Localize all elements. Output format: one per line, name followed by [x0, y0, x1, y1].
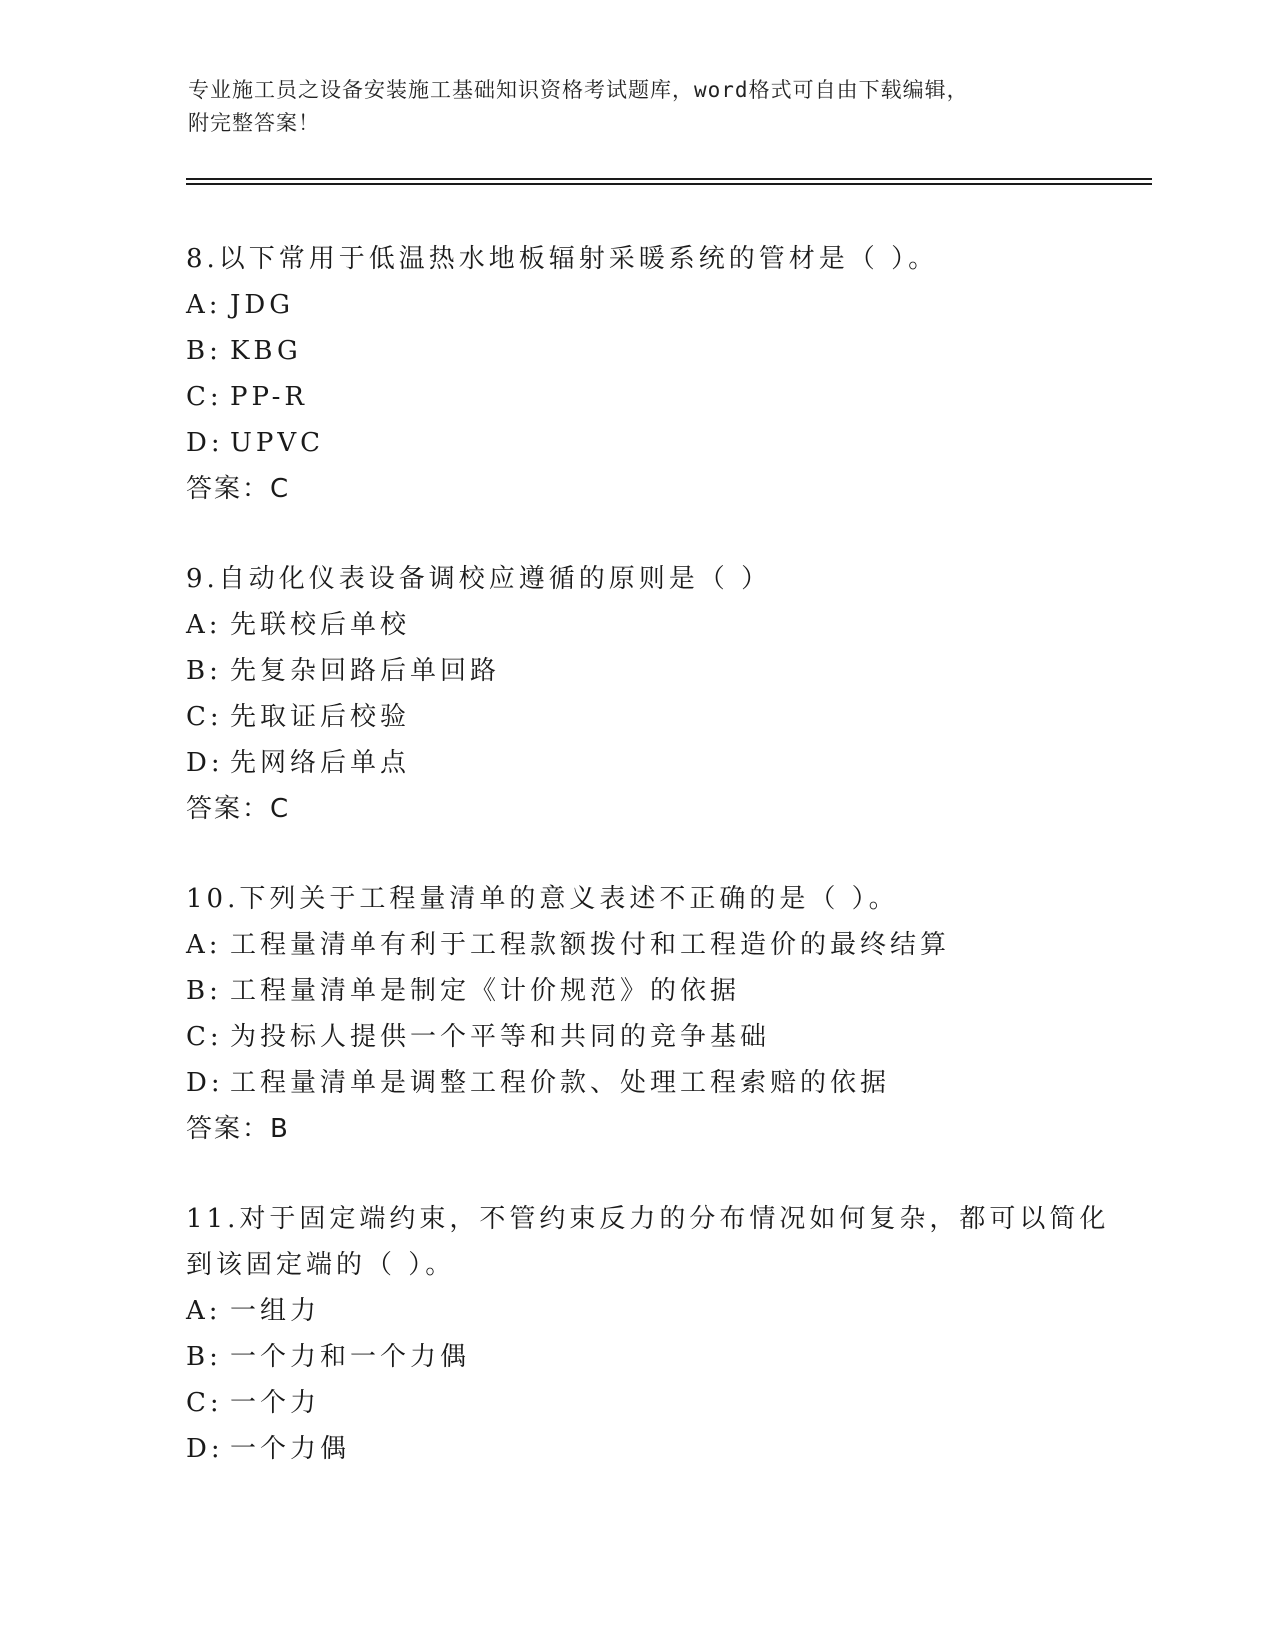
option-a — [186, 922, 1086, 968]
option-key: D: — [186, 428, 224, 458]
option-b — [186, 648, 1086, 694]
option-text: JDG — [230, 290, 295, 320]
answer-line: 答案：C — [186, 794, 291, 824]
option-b — [186, 968, 1086, 1014]
option-text: 一个力偶 — [230, 1434, 351, 1464]
option-key: A: — [186, 610, 222, 640]
option-key: B: — [186, 976, 222, 1006]
question-stem-line-1: 11.对于固定端约束，不管约束反力的分布情况如何复杂，都可以简化 — [186, 1204, 1110, 1234]
header-divider-bottom — [186, 183, 1152, 185]
option-text: 工程量清单是调整工程价款、处理工程索赔的依据 — [230, 1068, 891, 1098]
option-text: UPVC — [230, 428, 325, 458]
option-key: D: — [186, 1068, 224, 1098]
answer-line: 答案：B — [186, 1114, 290, 1144]
option-key: B: — [186, 1342, 222, 1372]
option-a — [186, 282, 1086, 328]
option-key: B: — [186, 656, 222, 686]
option-text: 工程量清单有利于工程款额拨付和工程造价的最终结算 — [230, 930, 951, 960]
option-text: 为投标人提供一个平等和共同的竞争基础 — [230, 1022, 771, 1052]
header-line-2: 附完整答案！ — [188, 111, 320, 135]
option-c — [186, 694, 1086, 740]
option-text: 工程量清单是制定《计价规范》的依据 — [230, 976, 741, 1006]
question-stem-line-2: 到该固定端的（ ）。 — [186, 1250, 456, 1280]
question-stem: 10.下列关于工程量清单的意义表述不正确的是（ ）。 — [186, 884, 899, 914]
option-a — [186, 1288, 1086, 1334]
header-line-1: 专业施工员之设备安装施工基础知识资格考试题库，word格式可自由下载编辑， — [188, 78, 969, 102]
question-10 — [186, 876, 1086, 1152]
option-key: A: — [186, 290, 222, 320]
option-key: A: — [186, 1296, 222, 1326]
option-text: 一个力和一个力偶 — [230, 1342, 471, 1372]
option-text: 先取证后校验 — [230, 702, 411, 732]
option-c — [186, 1380, 1086, 1426]
question-9 — [186, 556, 1086, 832]
option-key: C: — [186, 382, 223, 412]
option-key: C: — [186, 702, 223, 732]
answer-line: 答案：C — [186, 474, 291, 504]
question-8 — [186, 236, 1086, 512]
question-11 — [186, 1196, 1110, 1472]
option-text: 先网络后单点 — [230, 748, 411, 778]
option-key: C: — [186, 1388, 223, 1418]
option-text: PP-R — [230, 382, 308, 412]
option-d — [186, 1060, 1086, 1106]
option-text: 先联校后单校 — [230, 610, 411, 640]
option-key: D: — [186, 748, 224, 778]
option-key: A: — [186, 930, 222, 960]
option-text: 一个力 — [230, 1388, 321, 1418]
header-divider-top — [186, 178, 1152, 180]
option-d — [186, 420, 1086, 466]
option-b — [186, 328, 1086, 374]
option-key: B: — [186, 336, 222, 366]
question-stem: 9.自动化仪表设备调校应遵循的原则是（ ） — [186, 564, 772, 594]
option-c — [186, 1014, 1086, 1060]
option-d — [186, 1426, 1086, 1472]
option-text: 先复杂回路后单回路 — [230, 656, 501, 686]
option-c — [186, 374, 1086, 420]
option-text: 一组力 — [230, 1296, 321, 1326]
document-header — [188, 74, 1068, 140]
option-key: D: — [186, 1434, 224, 1464]
option-d — [186, 740, 1086, 786]
option-b — [186, 1334, 1086, 1380]
option-key: C: — [186, 1022, 223, 1052]
option-text: KBG — [230, 336, 302, 366]
question-stem: 8.以下常用于低温热水地板辐射采暖系统的管材是（ ）。 — [186, 244, 939, 274]
option-a — [186, 602, 1086, 648]
